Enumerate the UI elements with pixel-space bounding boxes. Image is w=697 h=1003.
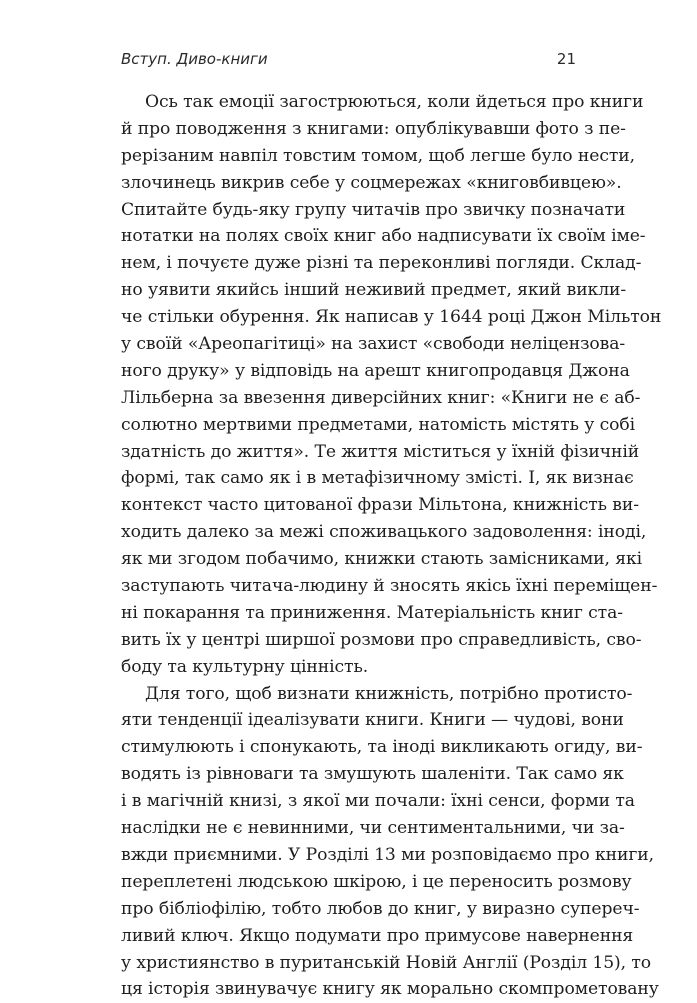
text-line: нем, і почуєте дуже різні та переконливі погляди. Склад- [121, 253, 642, 274]
text-line: заступають читача-людину й зносять якісь їхні переміщен- [121, 576, 658, 597]
text-line: яти тенденції ідеалізувати книги. Книги — чудові, вони [121, 710, 624, 731]
text-line: й про поводження з книгами: опублікувавши фото з пе- [121, 118, 626, 139]
text-line: водять із рівноваги та змушують шаленіти. Так само як [121, 764, 624, 785]
page-number: 21 [556, 50, 576, 68]
text-line: солютно мертвими предметами, натомість містять у собі [121, 414, 636, 435]
text-line: як ми згодом побачимо, книжки стають замісниками, які [121, 549, 643, 570]
text-line: ходить далеко за межі споживацького задоволення: іноді, [121, 522, 647, 543]
paragraph [121, 681, 659, 1003]
text-line: про бібліофілію, тобто любов до книг, у виразно супереч- [121, 898, 640, 919]
running-title: Вступ. Диво-книги [121, 50, 268, 68]
text-line: вить їх у центрі ширшої розмови про справедливість, сво- [121, 629, 642, 650]
text-line: ливий ключ. Якщо подумати про примусове навернення [121, 925, 634, 946]
text-line: нотатки на полях своїх книг або надписувати їх своїм іме- [121, 226, 646, 247]
text-line: здатність до життя». Те життя міститься у їхній фізичній [121, 441, 640, 462]
text-line: ні покарання та приниження. Матеріальність книг ста- [121, 602, 623, 623]
text-line: Ось так емоції загострюються, коли йдеться про книги [145, 92, 644, 112]
text-line: че стільки обурення. Як написав у 1644 році Джон Мільтон [121, 307, 662, 328]
text-line: наслідки не є невинними, чи сентиментальними, чи за- [121, 818, 625, 839]
text-line: у християнство в пуританській Новій Англії (Розділ 15), то [121, 952, 652, 973]
text-line: Лільберна за ввезення диверсійних книг: «Книги не є аб- [121, 387, 641, 408]
text-line: формі, так само як і в метафізичному змісті. І, як визнає [121, 468, 634, 489]
text-line: Для того, щоб визнати книжність, потрібно протисто- [145, 683, 633, 704]
text-line: рерізаним навпіл товстим томом, щоб легше було нести, [121, 145, 635, 166]
text-line: у своїй «Ареопагітиці» на захист «свободи неліцензова- [121, 334, 626, 355]
text-line: но уявити якийсь інший неживий предмет, який викли- [121, 280, 627, 301]
body-text [121, 89, 662, 1003]
paragraph [121, 89, 662, 681]
text-line: злочинець викрив себе у соцмережах «книговбивцею». [121, 172, 622, 193]
text-line: і в магічній книзі, з якої ми почали: їхні сенси, форми та [121, 791, 635, 812]
running-head [121, 50, 576, 68]
text-line: вжди приємними. У Розділі 13 ми розповідаємо про книги, [121, 844, 654, 865]
text-line: ного друку» у відповідь на арешт книгопродавця Джона [121, 360, 630, 381]
text-line: стимулюють і спонукають, та іноді викликають огиду, ви- [121, 737, 643, 758]
text-line: Спитайте будь-яку групу читачів про звичку позначати [121, 199, 626, 220]
text-line: ця історія звинувачує книгу як морально скомпрометовану [121, 979, 659, 1000]
text-line: контекст часто цитованої фрази Мільтона, книжність ви- [121, 495, 639, 516]
text-line: переплетені людською шкірою, і це переносить розмову [121, 871, 632, 892]
text-line: боду та культурну цінність. [121, 656, 369, 677]
